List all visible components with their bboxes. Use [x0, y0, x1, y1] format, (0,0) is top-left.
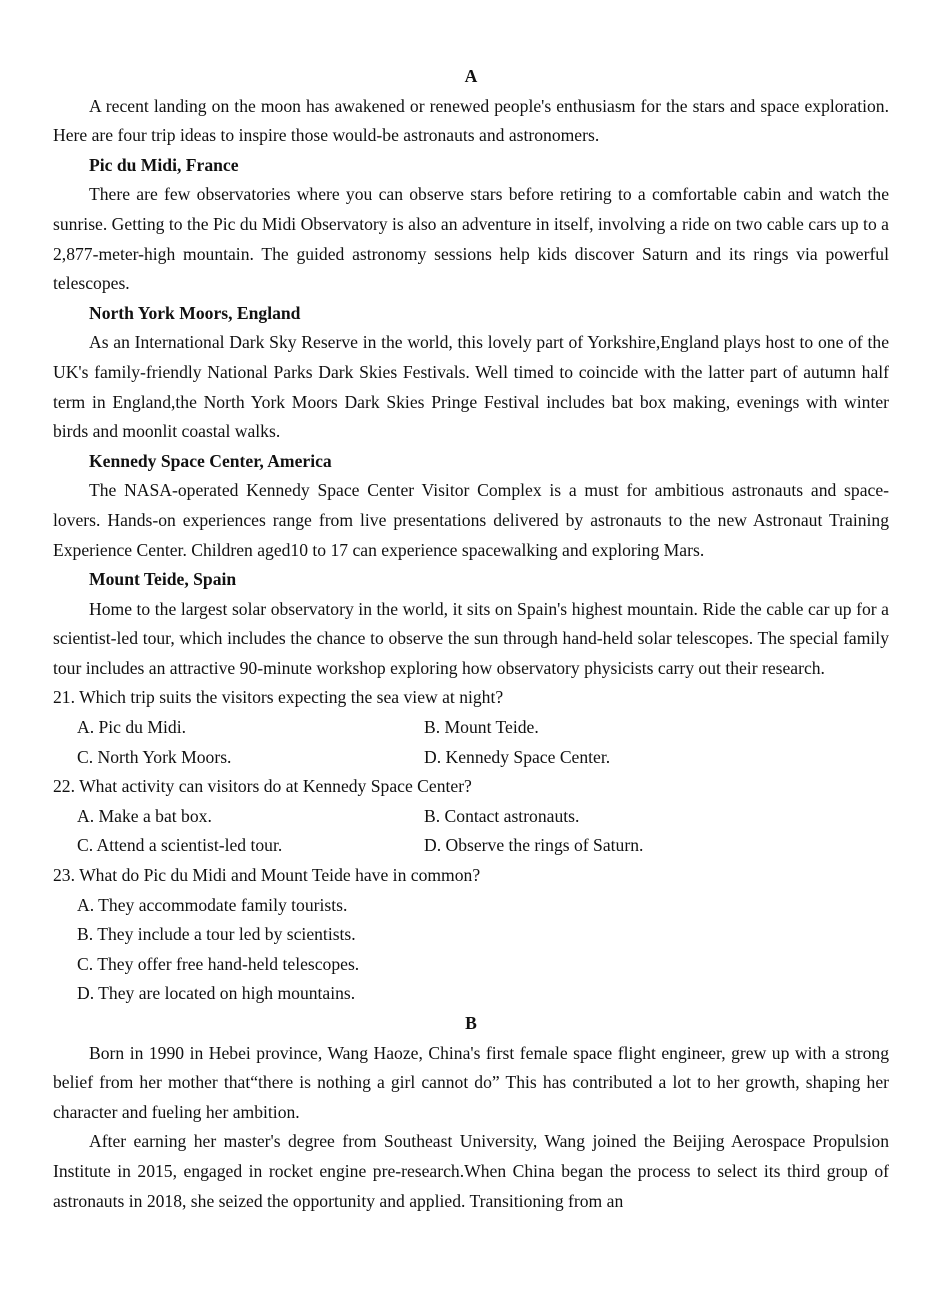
option-a[interactable]: A. Make a bat box. [77, 805, 212, 826]
option-d[interactable]: D. Kennedy Space Center. [424, 746, 611, 767]
passage-b-label: B [465, 1013, 477, 1033]
passage-a-label: A [464, 66, 478, 86]
question-21 [53, 683, 889, 772]
questions [53, 683, 889, 1009]
option-b[interactable]: B. Mount Teide. [424, 717, 539, 738]
site-heading-north-york-moors: North York Moors, England [89, 302, 301, 323]
passage-b [53, 1009, 889, 1216]
option-b[interactable]: B. Contact astronauts. [424, 805, 580, 826]
passage-a [53, 62, 889, 683]
option-d[interactable]: D. They are located on high mountains. [77, 983, 356, 1004]
option-c[interactable]: C. North York Moors. [77, 746, 232, 767]
site-heading-kennedy-space-center: Kennedy Space Center, America [89, 450, 332, 471]
question-23 [53, 861, 889, 1009]
passage-b-paragraph-2: After earning her master's degree from Southeast University, Wang joined the Beijing Aerospace Propulsion Institute in 2015, engaged in rocket engine pre-research.When China began the process to select its third group of astronauts in 2018, she seized the opportunity and applied. Transitioning from an [53, 1131, 889, 1211]
option-a[interactable]: A. They accommodate family tourists. [77, 894, 348, 915]
question-stem: 22. What activity can visitors do at Kennedy Space Center? [53, 776, 472, 797]
site-text-pic-du-midi: There are few observatories where you can observe stars before retiring to a comfortable cabin and watch the sunrise. Getting to the Pic du Midi Observatory is also an adventure in itself, involving a ride on two cable cars up to a 2,877-meter-high mountain. The guided astronomy sessions help kids discover Saturn and its rings via powerful telescopes. [53, 184, 889, 294]
site-heading-pic-du-midi: Pic du Midi, France [89, 154, 239, 175]
passage-b-paragraph-1: Born in 1990 in Hebei province, Wang Haoze, China's first female space flight engineer, grew up with a strong belief from her mother that“there is nothing a girl cannot do” This has contributed a lot to her growth, shaping her character and fueling her ambition. [53, 1042, 889, 1122]
site-text-north-york-moors: As an International Dark Sky Reserve in the world, this lovely part of Yorkshire,England plays host to one of the UK's family-friendly National Parks Dark Skies Festivals. Well timed to coincide with the latter part of autumn half term in England,the North York Moors Dark Skies Pringe Festival includes bat box making, evenings with winter birds and moonlit coastal walks. [53, 332, 889, 442]
question-options [53, 891, 889, 1009]
site-text-kennedy-space-center: The NASA-operated Kennedy Space Center Visitor Complex is a must for ambitious astronauts and space-lovers. Hands-on experiences range from live presentations delivered by astronauts to the new Astronaut Training Experience Center. Children aged10 to 17 can experience spacewalking and exploring Mars. [53, 480, 889, 560]
question-stem: 21. Which trip suits the visitors expecting the sea view at night? [53, 687, 504, 708]
site-text-mount-teide: Home to the largest solar observatory in the world, it sits on Spain's highest mountain. Ride the cable car up for a scientist-led tour, which includes the chance to observe the sun through hand-held solar telescopes. The special family tour includes an attractive 90-minute workshop exploring how observatory physicists carry out their research. [53, 598, 889, 678]
option-c[interactable]: C. Attend a scientist-led tour. [77, 835, 283, 856]
question-stem: 23. What do Pic du Midi and Mount Teide have in common? [53, 865, 481, 886]
question-options [53, 802, 889, 861]
site-heading-mount-teide: Mount Teide, Spain [89, 569, 237, 590]
option-c[interactable]: C. They offer free hand-held telescopes. [77, 953, 360, 974]
option-b[interactable]: B. They include a tour led by scientists. [77, 924, 356, 945]
passage-a-intro: A recent landing on the moon has awakened or renewed people's enthusiasm for the stars and space exploration. Here are four trip ideas to inspire those would-be astronauts and astronomers. [53, 95, 889, 146]
question-22 [53, 772, 889, 861]
exam-page [53, 62, 889, 1244]
option-d[interactable]: D. Observe the rings of Saturn. [424, 835, 644, 856]
question-options [53, 713, 889, 772]
option-a[interactable]: A. Pic du Midi. [77, 717, 186, 738]
